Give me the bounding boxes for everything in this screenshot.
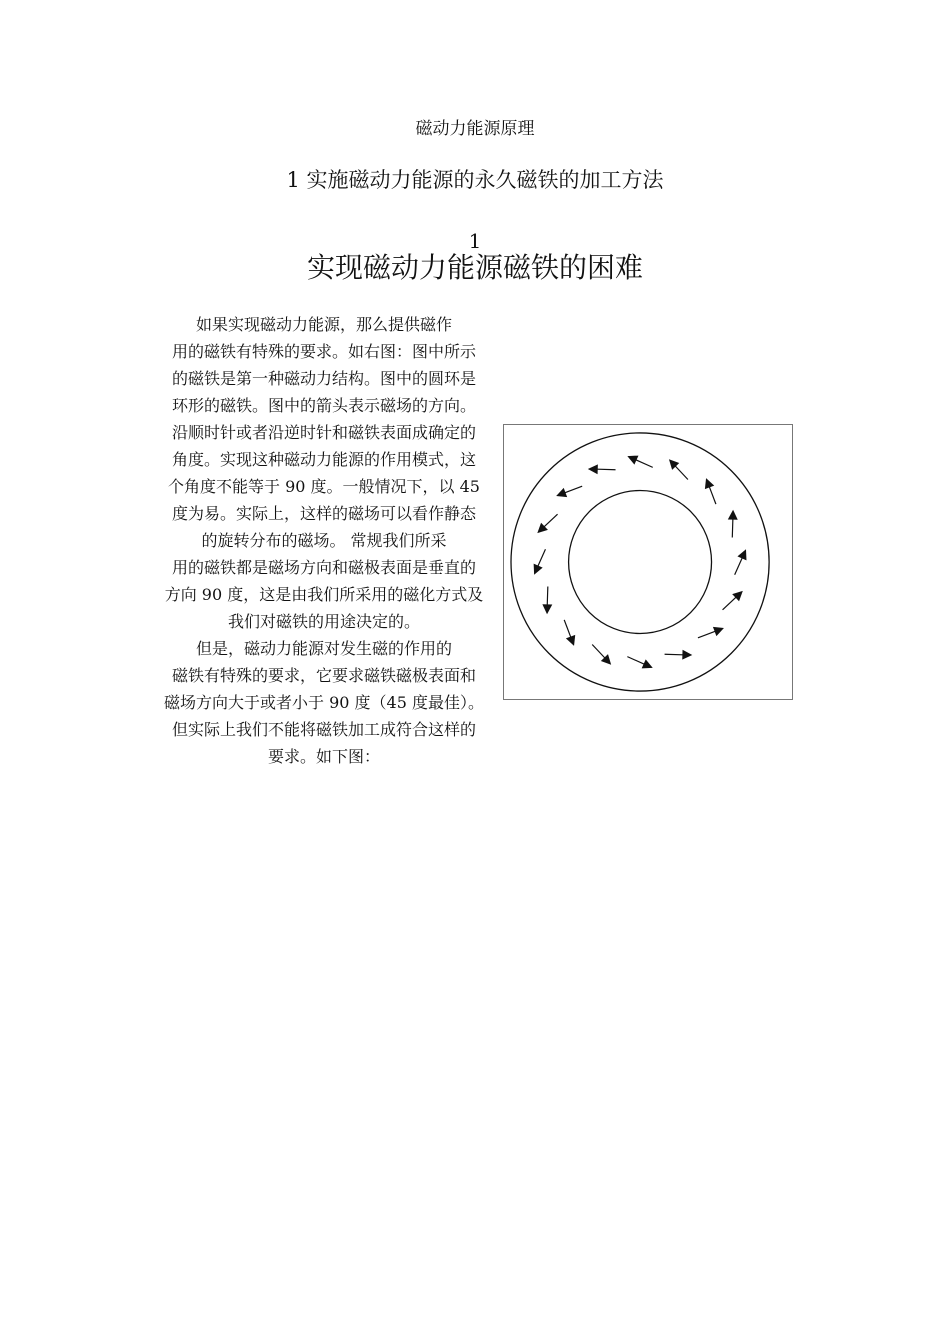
inner-ring-circle (569, 491, 712, 634)
field-arrow-head (588, 464, 598, 474)
body-paragraph (158, 311, 490, 770)
outer-ring-circle (511, 433, 769, 691)
paragraph-line: 要求。如下图： (267, 747, 380, 766)
ring-magnet-figure (503, 424, 793, 700)
ring-magnet-diagram (504, 425, 792, 699)
paragraph-line: 的磁铁是第一种磁动力结构。图中的圆环是 (171, 369, 476, 388)
paragraph-line: 的旋转分布的磁场。 常规我们所采 (201, 531, 447, 550)
document-title: 磁动力能源原理 (415, 119, 535, 139)
subsection-number: 1 (468, 229, 482, 253)
paragraph-line: 我们对磁铁的用途决定的。 (227, 612, 420, 631)
section-heading: 1 实施磁动力能源的永久磁铁的加工方法 (286, 168, 664, 192)
paragraph-line: 但是，磁动力能源对发生磁的作用的 (195, 639, 452, 658)
paragraph-line: 方向 90 度，这是由我们所采用的磁化方式及 (164, 585, 484, 604)
paragraph-line: 沿顺时针或者沿逆时针和磁铁表面成确定的 (171, 423, 476, 442)
subsection-heading: 实现磁动力能源磁铁的困难 (306, 251, 643, 284)
paragraph-line: 如果实现磁动力能源，那么提供磁作 (195, 315, 452, 334)
paragraph-line: 磁铁有特殊的要求，它要求磁铁磁极表面和 (171, 666, 476, 685)
paragraph-line: 用的磁铁都是磁场方向和磁极表面是垂直的 (171, 558, 476, 577)
paragraph-line: 个角度不能等于 90 度。一般情况下，以 45 (168, 477, 480, 496)
field-arrow-head (728, 510, 738, 520)
paragraph-line: 度为易。实际上，这样的磁场可以看作静态 (171, 504, 476, 523)
paragraph-line: 环形的磁铁。图中的箭头表示磁场的方向。 (171, 396, 476, 415)
paragraph-line: 磁场方向大于或者小于 90 度（45 度最佳）。 (164, 693, 484, 712)
paragraph-line: 用的磁铁有特殊的要求。如右图：图中所示 (171, 342, 476, 361)
paragraph-line: 角度。实现这种磁动力能源的作用模式，这 (171, 450, 476, 469)
field-arrow-head (682, 650, 692, 660)
field-arrows (534, 456, 747, 669)
field-arrow-head (542, 604, 552, 614)
paragraph-line: 但实际上我们不能将磁铁加工成符合这样的 (171, 720, 476, 739)
